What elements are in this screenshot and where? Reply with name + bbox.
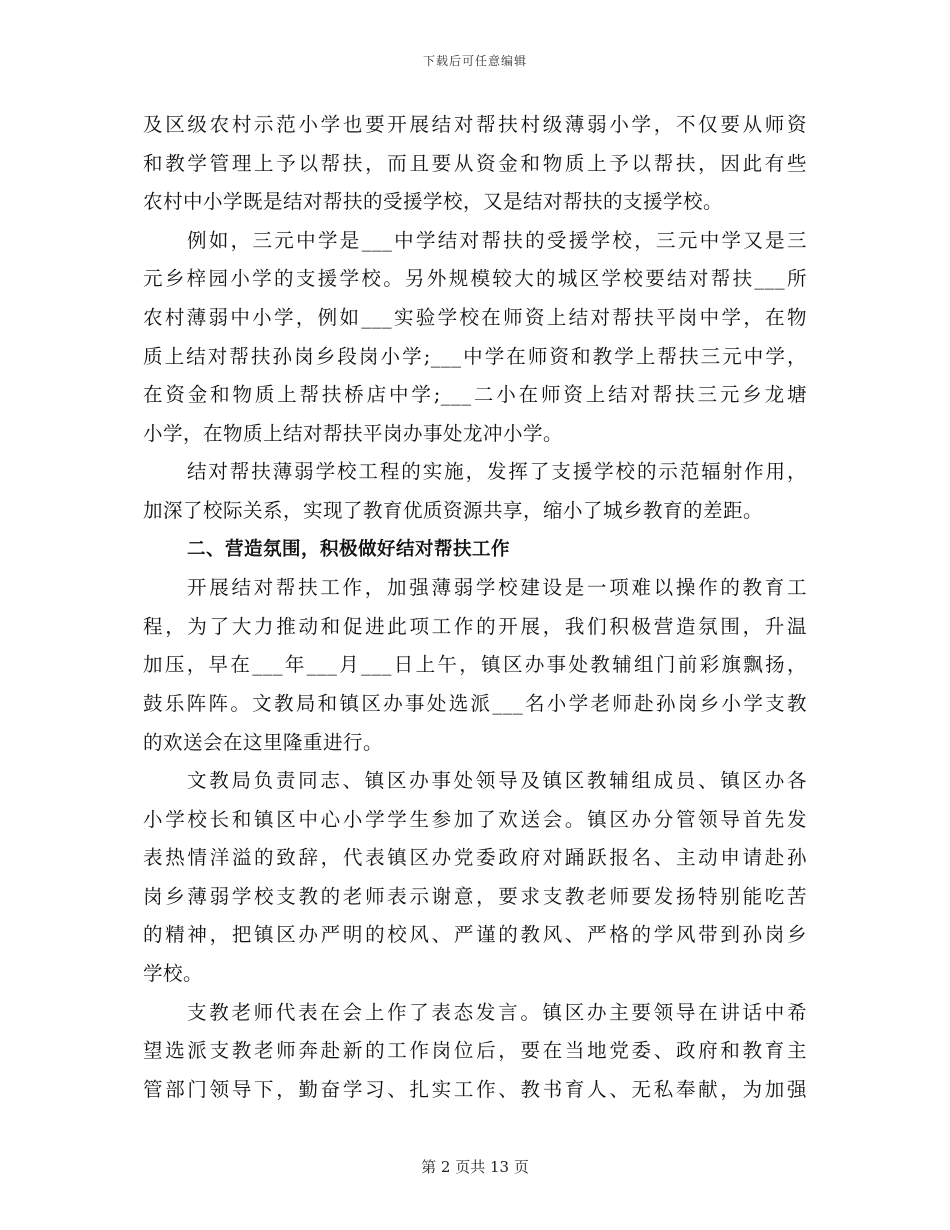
document-body: [143, 106, 807, 1109]
text-line: 农村薄弱中小学，例如___实验学校在师资上结对帮扶平岗中学，在物: [143, 305, 807, 329]
text-line: 结对帮扶薄弱学校工程的实施，发挥了支援学校的示范辐射作用，: [187, 460, 807, 484]
text-line: 元乡梓园小学的支援学校。另外规模较大的城区学校要结对帮扶___所: [143, 267, 807, 291]
text-line: 例如，三元中学是___中学结对帮扶的受援学校，三元中学又是三: [187, 228, 807, 252]
text-line: 程，为了大力推动和促进此项工作的开展，我们积极营造氛围，升温: [143, 614, 807, 638]
text-line: 在资金和物质上帮扶桥店中学;___二小在师资上结对帮扶三元乡龙塘: [143, 383, 807, 407]
text-line: 鼓乐阵阵。文教局和镇区办事处选派___名小学老师赴孙岗乡小学支教: [143, 691, 807, 715]
text-line: 和教学管理上予以帮扶，而且要从资金和物质上予以帮扶，因此有些: [143, 151, 807, 175]
page-header: 下载后可任意编辑: [422, 54, 527, 68]
text-line: 学校。: [143, 962, 204, 986]
text-line: 管部门领导下，勤奋学习、扎实工作、教书育人、无私奉献，为加强: [143, 1077, 807, 1101]
text-line: 质上结对帮扶孙岗乡段岗小学;___中学在师资和教学上帮扶三元中学，: [143, 344, 807, 368]
page-footer: 第 2 页共 13 页: [421, 1158, 529, 1176]
text-line: 加深了校际关系，实现了教育优质资源共享，缩小了城乡教育的差距。: [143, 498, 764, 522]
text-line: 加压，早在___年___月___日上午，镇区办事处教辅组门前彩旗飘扬，: [143, 653, 807, 677]
section-heading: 二、营造氛围，积极做好结对帮扶工作: [187, 538, 511, 560]
text-line: 表热情洋溢的致辞，代表镇区办党委政府对踊跃报名、主动申请赴孙: [143, 846, 807, 870]
text-line: 开展结对帮扶工作，加强薄弱学校建设是一项难以操作的教育工: [187, 576, 807, 600]
text-line: 及区级农村示范小学也要开展结对帮扶村级薄弱小学，不仅要从师资: [143, 113, 807, 136]
text-line: 小学校长和镇区中心小学学生参加了欢送会。镇区办分管领导首先发: [143, 807, 807, 831]
text-line: 文教局负责同志、镇区办事处领导及镇区教辅组成员、镇区办各: [187, 769, 807, 793]
text-line: 岗乡薄弱学校支教的老师表示谢意，要求支教老师要发扬特别能吃苦: [143, 884, 807, 908]
text-line: 支教老师代表在会上作了表态发言。镇区办主要领导在讲话中希: [187, 1000, 807, 1024]
text-line: 的欢送会在这里隆重进行。: [143, 730, 384, 754]
text-line: 小学，在物质上结对帮扶平岗办事处龙冲小学。: [143, 421, 564, 445]
text-line: 望选派支教老师奔赴新的工作岗位后，要在当地党委、政府和教育主: [143, 1039, 807, 1063]
text-line: 农村中小学既是结对帮扶的受援学校，又是结对帮扶的支援学校。: [143, 190, 724, 214]
text-line: 的精神，把镇区办严明的校风、严谨的教风、严格的学风带到孙岗乡: [143, 923, 807, 947]
